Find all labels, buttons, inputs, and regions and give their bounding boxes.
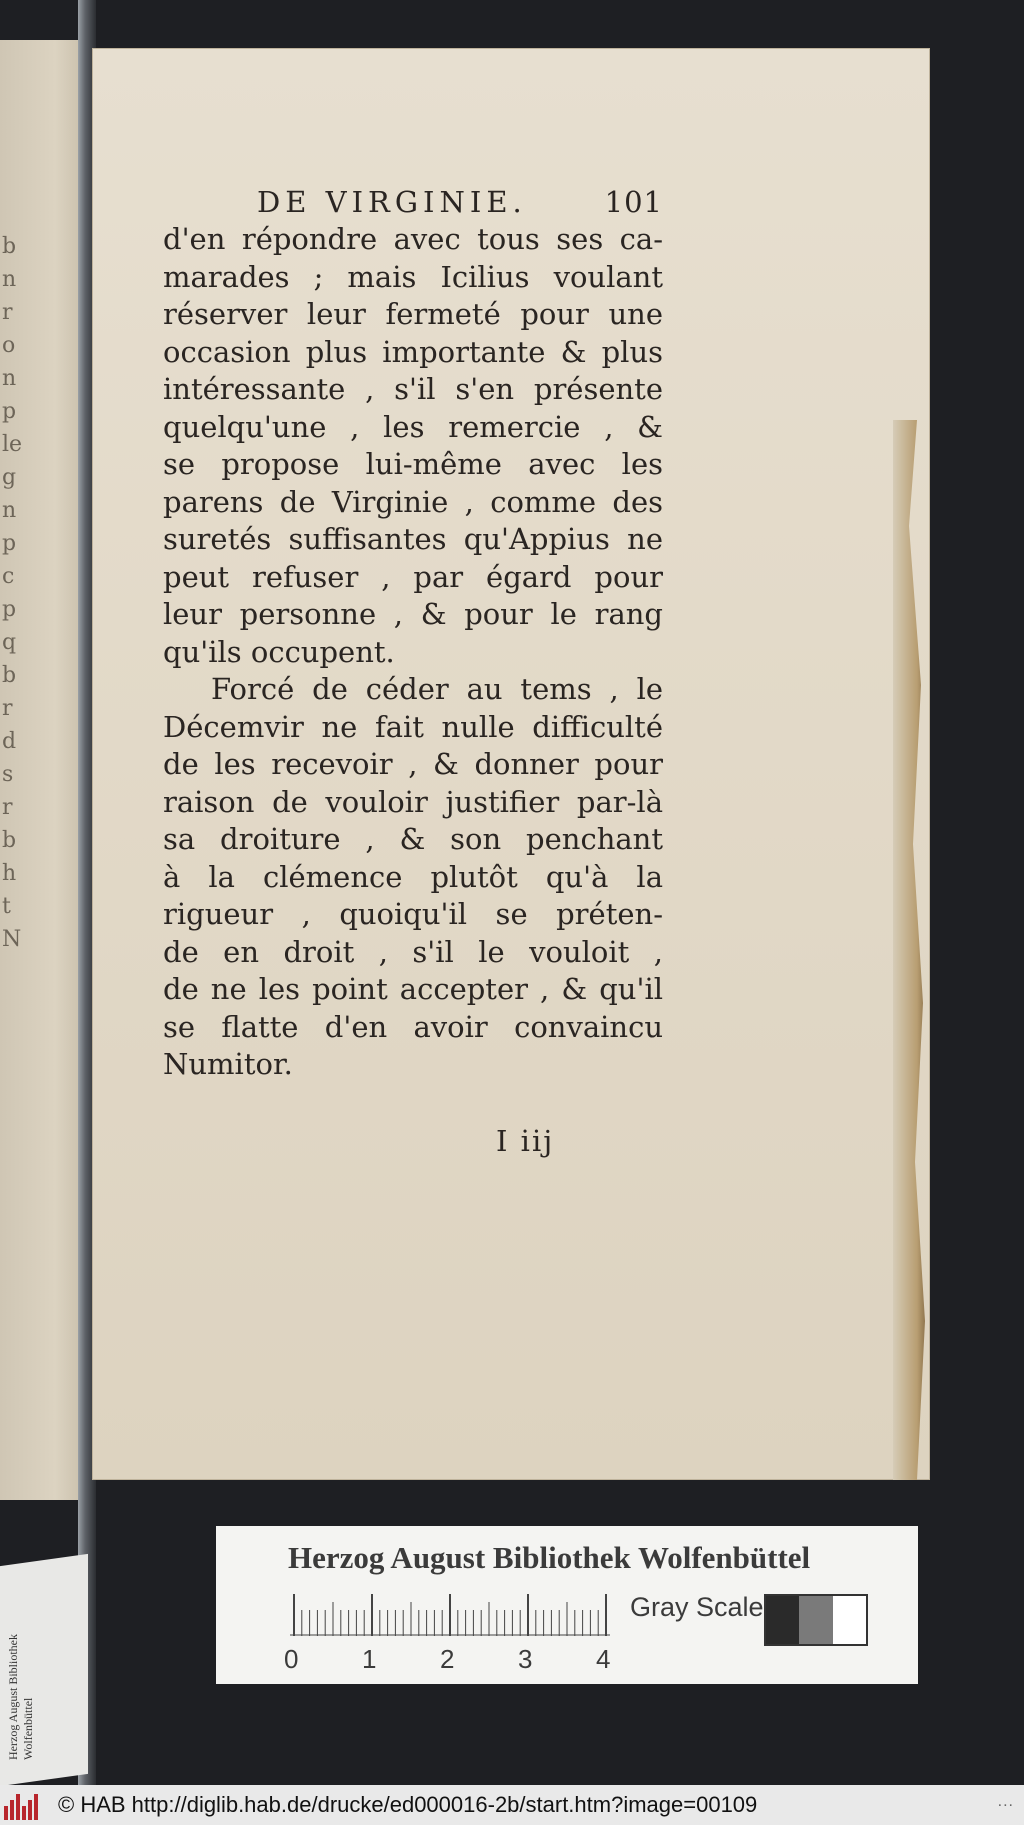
text-line: qu'ils occupent. — [163, 634, 395, 669]
hab-logo-icon — [4, 1790, 48, 1820]
library-label-strip-text: Herzog August Bibliothek Wolfenbüttel — [6, 1634, 35, 1760]
page-number: 101 — [604, 185, 663, 219]
text-line: se flatte d'en avoir convaincu — [163, 1009, 663, 1044]
page-text-block — [163, 185, 663, 1084]
logo-bar — [4, 1806, 8, 1820]
text-line: Forcé de céder au tems , le — [211, 672, 663, 706]
adjacent-page-letter: p — [2, 531, 17, 556]
running-head-title: DE VIRGINIE. — [257, 185, 527, 219]
adjacent-page-letter: N — [2, 927, 22, 952]
gray-swatch-cell — [833, 1596, 866, 1644]
adjacent-page-letter: h — [2, 861, 17, 886]
text-line: à la clémence plutôt qu'à la — [163, 859, 663, 894]
gray-swatch-cell — [799, 1596, 832, 1644]
text-line: leur personne , & pour le rang — [163, 597, 663, 631]
adjacent-page-letter: n — [2, 366, 17, 391]
adjacent-page-letter: r — [2, 300, 13, 325]
logo-bar — [22, 1806, 26, 1820]
text-line: raison de vouloir justifier par-là — [163, 784, 663, 819]
card-title: Herzog August Bibliothek Wolfenbüttel — [288, 1540, 811, 1575]
adjacent-page-letter: c — [2, 564, 15, 589]
more-menu-icon[interactable]: ... — [997, 1793, 1014, 1810]
ruler-scale — [290, 1594, 610, 1636]
text-line: Numitor. — [163, 1047, 293, 1081]
text-line: quelqu'une , les remercie , & — [163, 409, 663, 444]
adjacent-page-letter: b — [2, 828, 17, 853]
adjacent-page-letter: p — [2, 399, 17, 424]
adjacent-page-letter: p — [2, 597, 17, 622]
ruler-label: 2 — [440, 1644, 455, 1674]
ruler-label: 3 — [518, 1644, 533, 1674]
signature-mark: I iij — [496, 1124, 555, 1158]
adjacent-page-letter: r — [2, 795, 13, 820]
footer-bar — [0, 1785, 1024, 1825]
adjacent-page-letter: g — [2, 465, 17, 490]
gray-swatch-cell — [766, 1596, 799, 1644]
adjacent-page-letter: o — [2, 333, 16, 358]
text-line: marades ; mais Icilius voulant — [163, 259, 663, 294]
gray-scale-label: Gray Scale — [630, 1592, 764, 1622]
color-calibration-card — [216, 1526, 918, 1684]
adjacent-page-letter: q — [2, 630, 17, 655]
adjacent-page-letter: t — [2, 894, 11, 919]
text-line: réserver leur fermeté pour une — [163, 297, 663, 331]
ruler-label: 1 — [362, 1644, 377, 1674]
ruler-label: 0 — [284, 1644, 299, 1674]
running-head — [257, 185, 663, 219]
adjacent-page-letter: le — [2, 432, 23, 457]
text-line: intéressante , s'il s'en présente — [163, 372, 663, 406]
text-line: parens de Virginie , comme des — [163, 484, 663, 519]
logo-bar — [16, 1794, 20, 1820]
logo-bar — [34, 1794, 38, 1820]
logo-bar — [28, 1800, 32, 1820]
text-line: se propose lui-même avec les — [163, 447, 663, 481]
text-line: de les recevoir , & donner pour — [163, 747, 663, 781]
adjacent-page-letter: r — [2, 696, 13, 721]
adjacent-page-letter: s — [2, 762, 14, 787]
text-line: d'en répondre avec tous ses ca- — [163, 222, 663, 256]
footer-copyright-link[interactable]: © HAB http://diglib.hab.de/drucke/ed000016-2b/start.htm?image=00109 — [58, 1792, 758, 1817]
adjacent-page-letters — [2, 230, 22, 956]
adjacent-page-letter: b — [2, 234, 17, 259]
adjacent-page-letter: n — [2, 267, 17, 292]
text-line: sa droiture , & son penchant — [163, 822, 663, 856]
text-line: occasion plus importante & plus — [163, 334, 663, 369]
adjacent-page-letter: d — [2, 729, 17, 754]
text-line: Décemvir ne fait nulle difficulté — [163, 709, 663, 744]
adjacent-page-letter: b — [2, 663, 17, 688]
ruler-labels — [284, 1644, 624, 1674]
text-line: suretés suffisantes qu'Appius ne — [163, 522, 663, 556]
text-line: rigueur , quoiqu'il se préten- — [163, 897, 663, 931]
text-lines — [163, 221, 663, 1084]
gray-scale-swatch — [764, 1594, 868, 1646]
text-line: peut refuser , par égard pour — [163, 559, 663, 594]
text-line: de en droit , s'il le vouloit , — [163, 934, 663, 969]
adjacent-page-letter: n — [2, 498, 17, 523]
text-line: de ne les point accepter , & qu'il — [163, 972, 663, 1006]
logo-bar — [10, 1800, 14, 1820]
ruler-label: 4 — [596, 1644, 611, 1674]
